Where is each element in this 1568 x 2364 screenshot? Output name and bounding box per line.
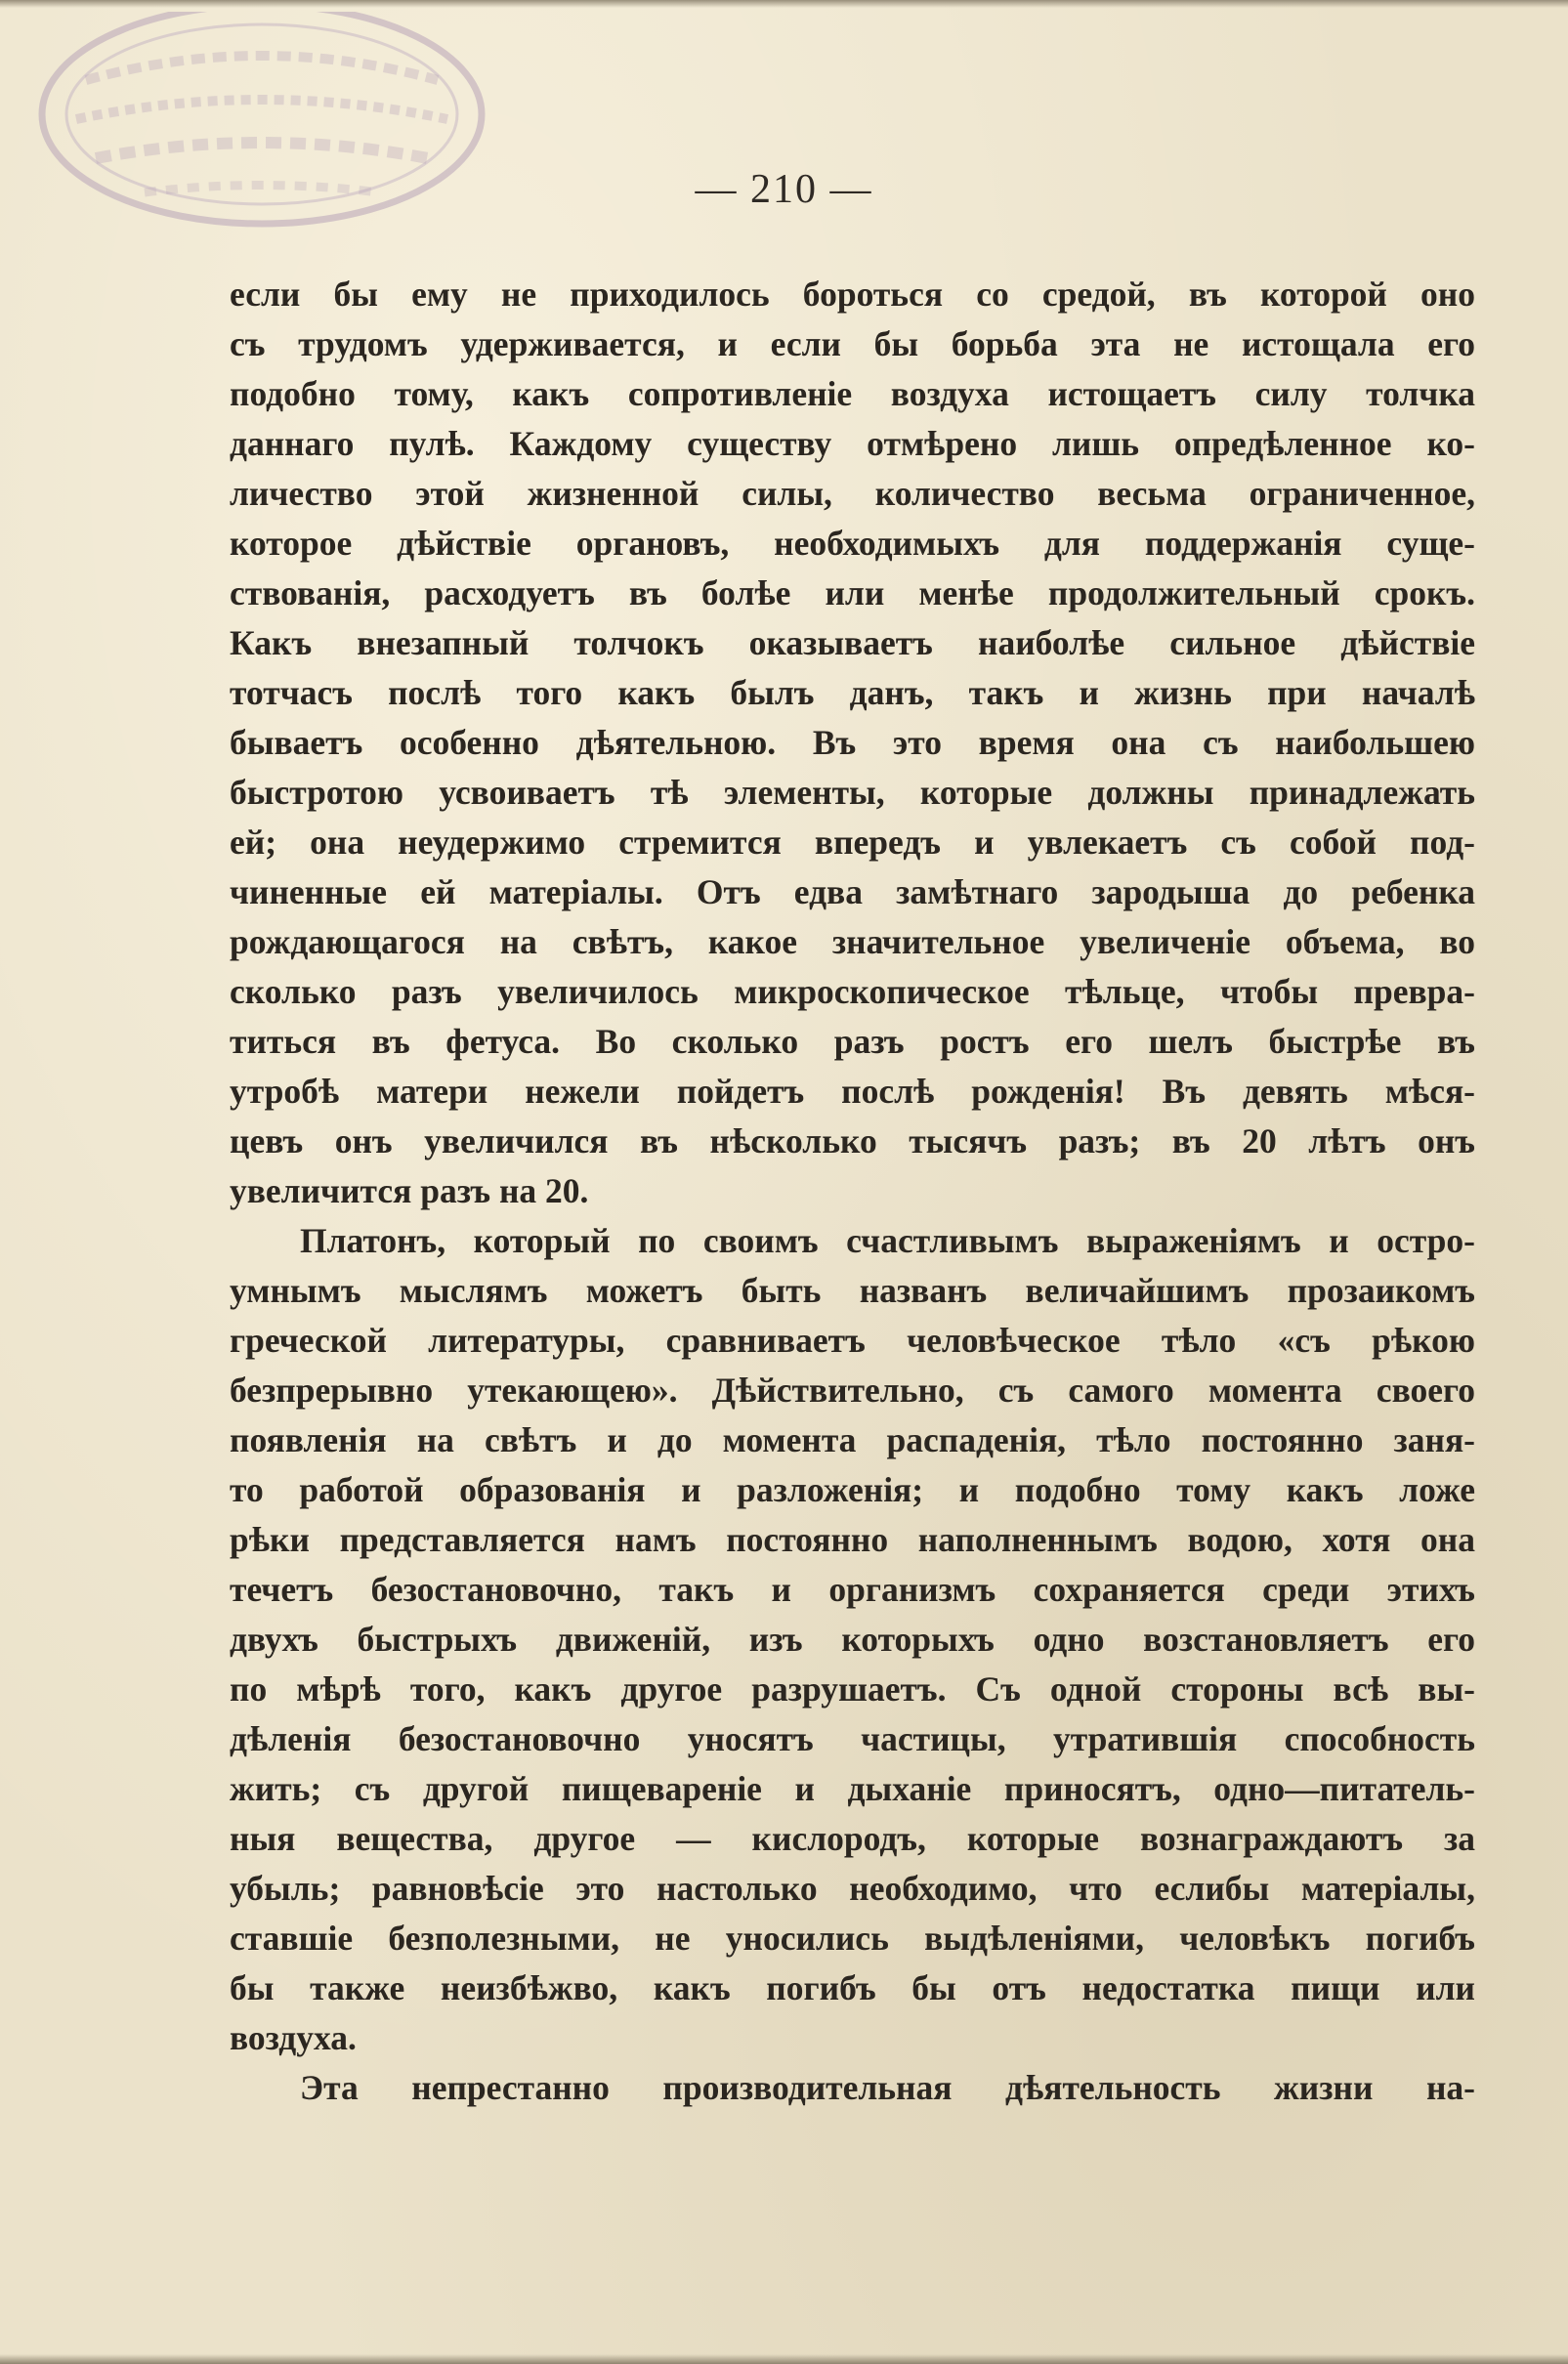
text-line: жить; съ другой пищевареніе и дыханіе приносятъ, одно—питатель- xyxy=(230,1769,1475,1808)
text-line: чиненные ей матеріалы. Отъ едва замѣтнаго зародыша до ребенка xyxy=(230,872,1475,911)
text-line: безпрерывно утекающею». Дѣйствительно, съ самого момента своего xyxy=(230,1371,1475,1410)
page-bottom-edge xyxy=(0,2354,1568,2364)
text-line: личество этой жизненной силы, количество весьма ограниченное, xyxy=(230,474,1475,513)
paragraph xyxy=(230,270,1475,1216)
text-line: ствованія, расходуетъ въ болѣе или менѣе продолжительный срокъ. xyxy=(230,573,1475,612)
text-line: Эта непрестанно производительная дѣятельность жизни на- xyxy=(300,2068,1475,2107)
text-line: подобно тому, какъ сопротивленіе воздуха истощаетъ силу толчка xyxy=(230,374,1475,413)
text-line: если бы ему не приходилось бороться со средой, въ которой оно xyxy=(230,274,1475,314)
text-line: бы также неизбѣжво, какъ погибъ бы отъ недостатка пищи или xyxy=(230,1968,1475,2007)
text-line: двухъ быстрыхъ движеній, изъ которыхъ одно возстановляетъ его xyxy=(230,1620,1475,1659)
text-line: увеличится разъ на 20. xyxy=(230,1171,589,1210)
text-line: титься въ фетуса. Во сколько разъ ростъ его шелъ быстрѣе въ xyxy=(230,1022,1475,1061)
text-line: Платонъ, который по своимъ счастливымъ выраженіямъ и остро- xyxy=(300,1221,1475,1260)
text-line: умнымъ мыслямъ можетъ быть названъ величайшимъ прозаикомъ xyxy=(230,1271,1475,1310)
text-line: появленія на свѣтъ и до момента распаденія, тѣло постоянно заня- xyxy=(230,1420,1475,1459)
text-line: даннаго пулѣ. Каждому существу отмѣрено лишь опредѣленное ко- xyxy=(230,424,1475,463)
text-line: убыль; равновѣсіе это настолько необходимо, что еслибы матеріалы, xyxy=(230,1869,1475,1908)
text-line: течетъ безостановочно, такъ и организмъ сохраняется среди этихъ xyxy=(230,1570,1475,1609)
page-top-edge xyxy=(0,0,1568,8)
paragraph xyxy=(230,1216,1475,2063)
text-line: цевъ онъ увеличился въ нѣсколько тысячъ разъ; въ 20 лѣтъ онъ xyxy=(230,1121,1475,1161)
text-line: тотчасъ послѣ того какъ былъ данъ, такъ и жизнь при началѣ xyxy=(230,673,1475,712)
paragraph xyxy=(230,2063,1475,2113)
text-line: ставшіе безполезными, не уносились выдѣленіями, человѣкъ погибъ xyxy=(230,1919,1475,1958)
text-line: рѣки представляется намъ постоянно наполненнымъ водою, хотя она xyxy=(230,1520,1475,1559)
text-line: то работой образованія и разложенія; и подобно тому какъ ложе xyxy=(230,1470,1475,1509)
body-text xyxy=(230,270,1475,2113)
text-line: рождающагося на свѣтъ, какое значительное увеличеніе объема, во xyxy=(230,922,1475,961)
text-line: дѣленія безостановочно уносятъ частицы, утратившія способность xyxy=(230,1719,1475,1758)
text-line: воздуха. xyxy=(230,2018,357,2057)
text-line: сколько разъ увеличилось микроскопическое тѣльце, чтобы превра- xyxy=(230,972,1475,1011)
text-line: по мѣрѣ того, какъ другое разрушаетъ. Съ одной стороны всѣ вы- xyxy=(230,1669,1475,1709)
text-line: Какъ внезапный толчокъ оказываетъ наиболѣе сильное дѣйствіе xyxy=(230,623,1475,662)
page-number: — 210 — xyxy=(695,167,873,212)
text-line: ей; она неудержимо стремится впередъ и увлекаетъ съ собой под- xyxy=(230,823,1475,862)
text-line: быстротою усвоиваетъ тѣ элементы, которые должны принадлежать xyxy=(230,773,1475,812)
text-line: греческой литературы, сравниваетъ человѣческое тѣло «съ рѣкою xyxy=(230,1321,1475,1360)
text-line: съ трудомъ удерживается, и если бы борьба эта не истощала его xyxy=(230,324,1475,363)
text-line: бываетъ особенно дѣятельною. Въ это время она съ наибольшею xyxy=(230,723,1475,762)
text-line: утробѣ матери нежели пойдетъ послѣ рожденія! Въ девять мѣся- xyxy=(230,1072,1475,1111)
text-line: которое дѣйствіе органовъ, необходимыхъ для поддержанія суще- xyxy=(230,524,1475,563)
text-line: ныя вещества, другое — кислородъ, которые вознаграждаютъ за xyxy=(230,1819,1475,1858)
